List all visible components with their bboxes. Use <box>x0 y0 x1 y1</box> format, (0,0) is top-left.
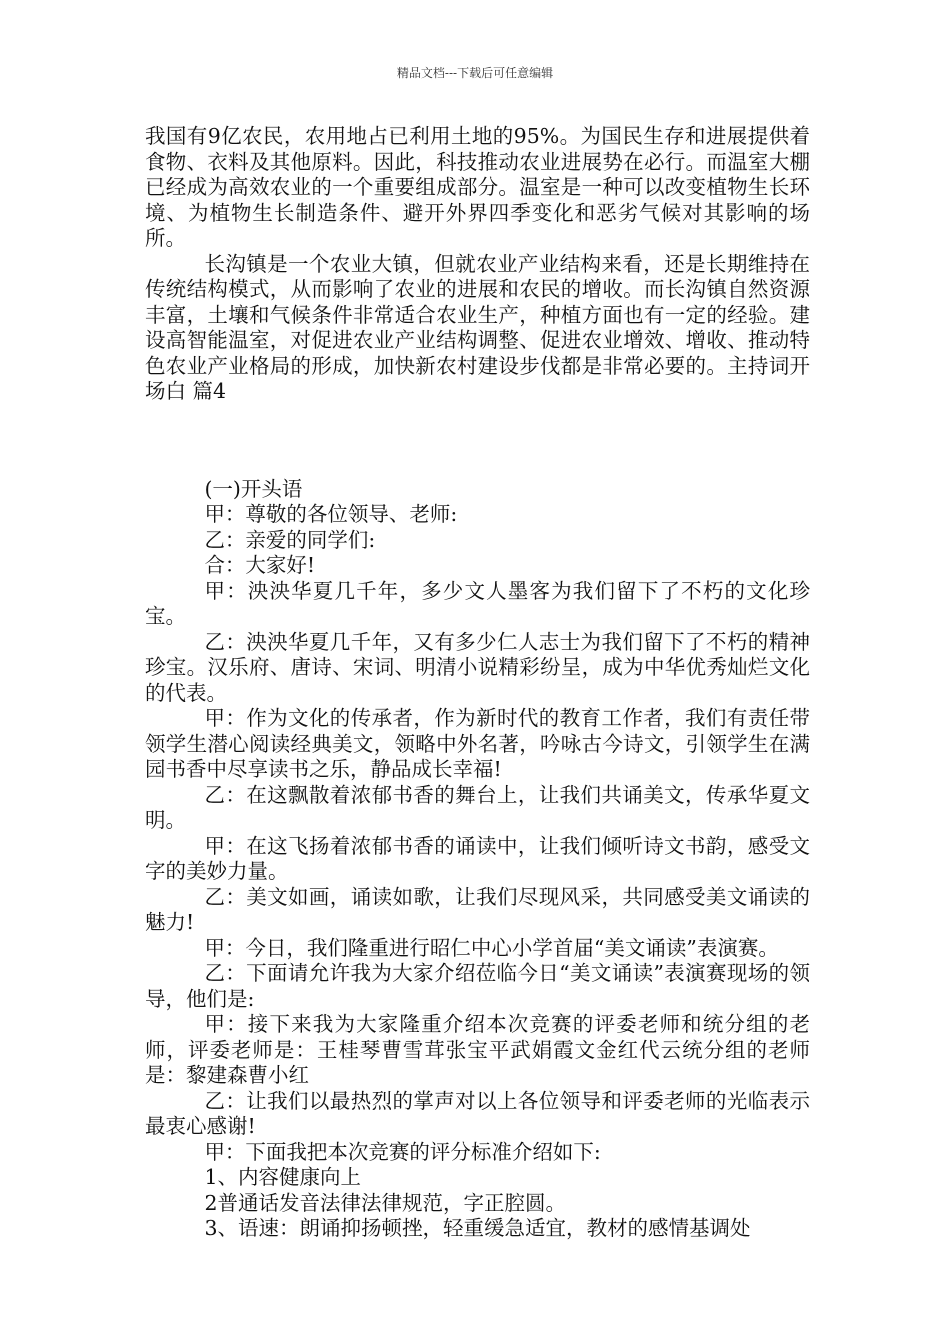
script-line: 乙：下面请允许我为大家介绍莅临今日“美文诵读”表演赛现场的领导，他们是: <box>145 961 810 1011</box>
script-line: (一)开头语 <box>204 476 303 501</box>
section-gap <box>145 405 810 477</box>
script-line: 乙：让我们以最热烈的掌声对以上各位领导和评委老师的光临表示最衷心感谢! <box>145 1088 810 1138</box>
paragraph-changgou: 长沟镇是一个农业大镇，但就农业产业结构来看，还是长期维持在传统结构模式，从而影响了农业的进展和农民的增收。而长沟镇自然资源丰富，土壤和气候条件非常适合农业生产，种植方面也有一定的经验。建设高智能温室，对促进农业产业结构调整、促进农业增效、增收、推动特色农业产业格局的形成，加快新农村建设步伐都是非常必要的。主持词开场白 篇4 <box>145 251 810 403</box>
paragraph-intro: 我国有9亿农民，农用地占已利用土地的95%。为国民生存和进展提供着食物、衣料及其他原料。因此，科技推动农业进展势在必行。而温室大棚已经成为高效农业的一个重要组成部分。温室是一种可以改变植物生长环境、为植物生长制造条件、避开外界四季变化和恶劣气候对其影响的场所。 <box>145 124 810 250</box>
script-line: 2普通话发音法律法律规范，字正腔圆。 <box>204 1190 566 1215</box>
script-line: 合：大家好! <box>204 553 316 577</box>
script-line: 甲：在这飞扬着浓郁书香的诵读中，让我们倾听诗文书韵，感受文字的美妙力量。 <box>145 833 810 883</box>
script-line: 甲：作为文化的传承者，作为新时代的教育工作者，我们有责任带领学生潜心阅读经典美文，领略中外名著，吟咏古今诗文，引领学生在满园书香中尽享读书之乐，静品成长幸福! <box>145 706 810 781</box>
script-line: 3、语速：朗诵抑扬顿挫，轻重缓急适宜，教材的感情基调处 <box>204 1216 751 1240</box>
script-line: 1、内容健康向上 <box>204 1165 361 1189</box>
script-line: 甲：泱泱华夏几千年，多少文人墨客为我们留下了不朽的文化珍宝。 <box>145 578 810 628</box>
script-line: 乙：在这飘散着浓郁书香的舞台上，让我们共诵美文，传承华夏文明。 <box>145 782 810 832</box>
script-line: 乙：泱泱华夏几千年，又有多少仁人志士为我们留下了不朽的精神珍宝。汉乐府、唐诗、宋词、明清小说精彩纷呈，成为中华优秀灿烂文化的代表。 <box>145 629 810 705</box>
script-line: 乙：美文如画，诵读如歌，让我们尽现风采，共同感受美文诵读的魅力! <box>145 884 810 934</box>
script-line: 甲：今日，我们隆重进行昭仁中心小学首届“美文诵读”表演赛。 <box>204 935 779 960</box>
script-line: 甲：尊敬的各位领导、老师: <box>204 502 458 526</box>
document-body <box>145 124 810 1242</box>
script-line: 乙：亲爱的同学们: <box>204 527 376 552</box>
page-header: 精品文档---下载后可任意编辑 <box>396 66 554 80</box>
script-line: 甲：下面我把本次竞赛的评分标准介绍如下: <box>204 1139 601 1164</box>
script-line: 甲：接下来我为大家隆重介绍本次竞赛的评委老师和统分组的老师，评委老师是：王桂琴曹雪茸张宝平武娟霞文金红代云统分组的老师是：黎建森曹小红 <box>145 1012 810 1087</box>
